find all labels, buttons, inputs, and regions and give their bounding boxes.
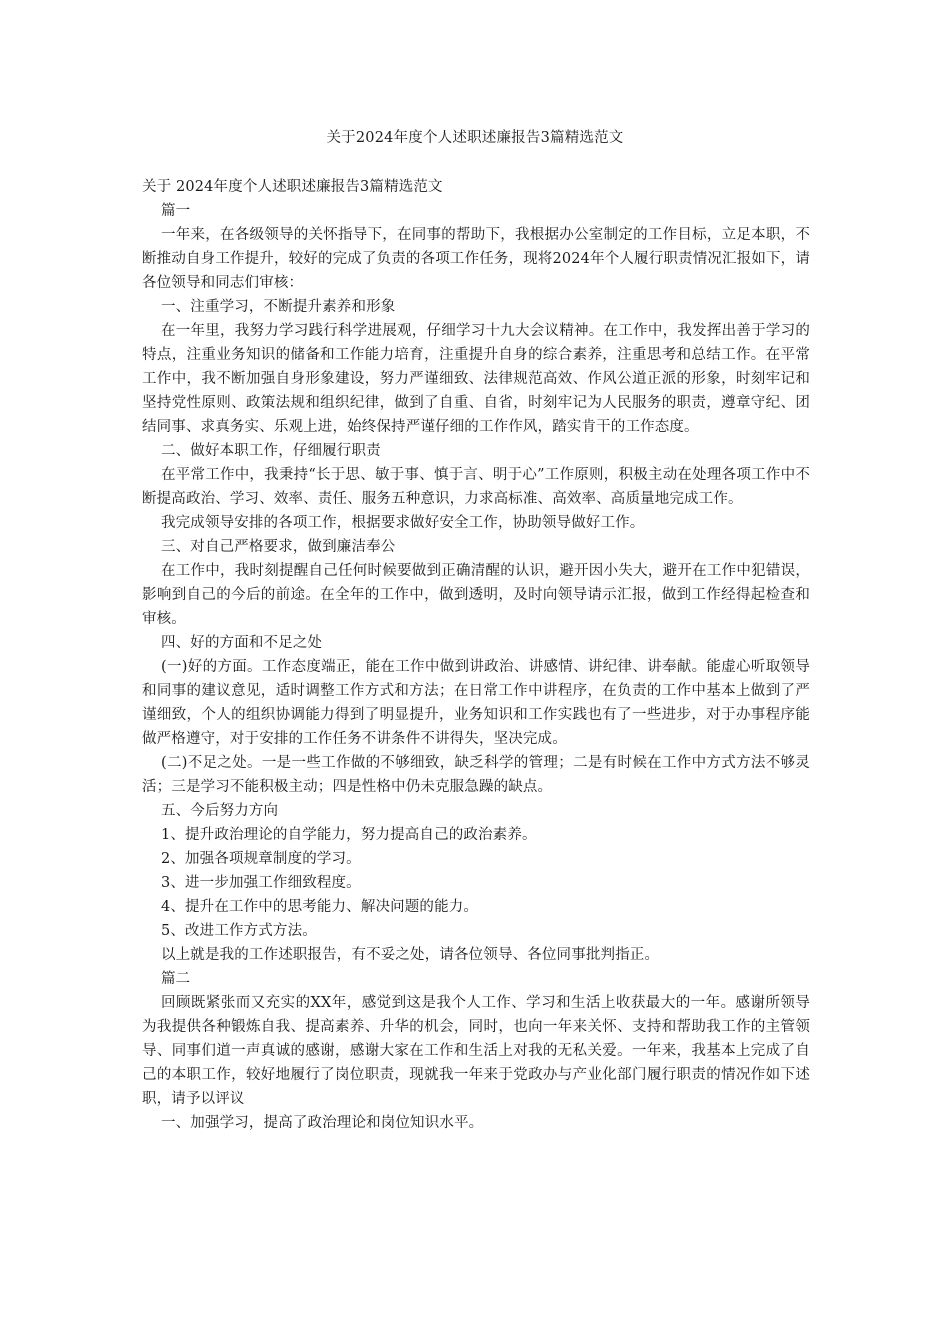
- section-heading: 一、注重学习，不断提升素养和形象: [161, 299, 396, 315]
- paragraph: 在工作中，我时刻提醒自己任何时候要做到正确清醒的认识，避开因小失大，避开在工作中犯错误，影响到自己的今后的前途。在全年的工作中，做到透明，及时向领导请示汇报，做到工作经得起检查和审核。: [142, 563, 810, 627]
- section-heading: 四、好的方面和不足之处: [161, 635, 323, 651]
- paragraph: (一)好的方面。工作态度端正，能在工作中做到讲政治、讲感情、讲纪律、讲奉献。能虚心听取领导和同事的建议意见，适时调整工作方式和方法；在日常工作中讲程序，在负责的工作中基本上做到了严谨细致，个人的组织协调能力得到了明显提升，业务知识和工作实践也有了一些进步，对于办事程序能做严格遵守，对于安排的工作任务不讲条件不讲得失，坚决完成。: [142, 659, 810, 747]
- list-item: 3、进一步加强工作细致程度。: [161, 875, 361, 891]
- paragraph: 在一年里，我努力学习践行科学进展观，仔细学习十九大会议精神。在工作中，我发挥出善于学习的特点，注重业务知识的储备和工作能力培育，注重提升自身的综合素养，注重思考和总结工作。在平常工作中，我不断加强自身形象建设，努力严谨细致、法律规范高效、作风公道正派的形象，时刻牢记和坚持党性原则、政策法规和组织纪律，做到了自重、自省，时刻牢记为人民服务的职责，遵章守纪、团结同事、求真务实、乐观上进，始终保持严谨仔细的工作作风，踏实肯干的工作态度。: [142, 323, 810, 435]
- paragraph: 回顾既紧张而又充实的XX年，感觉到这是我个人工作、学习和生活上收获最大的一年。感谢所领导为我提供各种锻炼自我、提高素养、升华的机会，同时，也向一年来关怀、支持和帮助我工作的主管领导、同事们道一声真诚的感谢，感谢大家在工作和生活上对我的无私关爱。一年来，我基本上完成了自己的本职工作，较好地履行了岗位职责，现就我一年来于党政办与产业化部门履行职责的情况作如下述职，请予以评议: [142, 995, 810, 1107]
- section-heading-part-two: 篇二: [161, 971, 191, 987]
- paragraph: 在平常工作中，我秉持“长于思、敏于事、慎于言、明于心”工作原则，积极主动在处理各项工作中不断提高政治、学习、效率、责任、服务五种意识，力求高标准、高效率、高质量地完成工作。: [142, 467, 810, 507]
- document-title: 关于2024年度个人述职述廉报告3篇精选范文: [326, 130, 624, 146]
- list-item: 5、改进工作方式方法。: [161, 923, 317, 939]
- section-heading: 一、加强学习，提高了政治理论和岗位知识水平。: [161, 1115, 484, 1131]
- section-heading-part-one: 篇一: [161, 203, 191, 219]
- paragraph: 一年来，在各级领导的关怀指导下，在同事的帮助下，我根据办公室制定的工作目标，立足本职，不断推动自身工作提升，较好的完成了负责的各项工作任务，现将2024年个人履行职责情况汇报如下，请各位领导和同志们审核：: [142, 227, 810, 291]
- paragraph: 以上就是我的工作述职报告，有不妥之处，请各位领导、各位同事批判指正。: [161, 947, 660, 963]
- section-heading: 五、今后努力方向: [161, 803, 279, 819]
- paragraph: 我完成领导安排的各项工作，根据要求做好安全工作，协助领导做好工作。: [161, 515, 645, 531]
- list-item: 4、提升在工作中的思考能力、解决问题的能力。: [161, 899, 479, 915]
- document-body: [142, 175, 810, 1135]
- list-item: 2、加强各项规章制度的学习。: [161, 851, 361, 867]
- list-item: 1、提升政治理论的自学能力，努力提高自己的政治素养。: [161, 827, 537, 843]
- section-heading: 二、做好本职工作，仔细履行职责: [161, 443, 381, 459]
- section-heading: 三、对自己严格要求，做到廉洁奉公: [161, 539, 396, 555]
- paragraph: (二)不足之处。一是一些工作做的不够细致，缺乏科学的管理；二是有时候在工作中方式方法不够灵活；三是学习不能积极主动；四是性格中仍未克服急躁的缺点。: [142, 755, 810, 795]
- document-subtitle: 关于 2024年度个人述职述廉报告3篇精选范文: [142, 179, 443, 195]
